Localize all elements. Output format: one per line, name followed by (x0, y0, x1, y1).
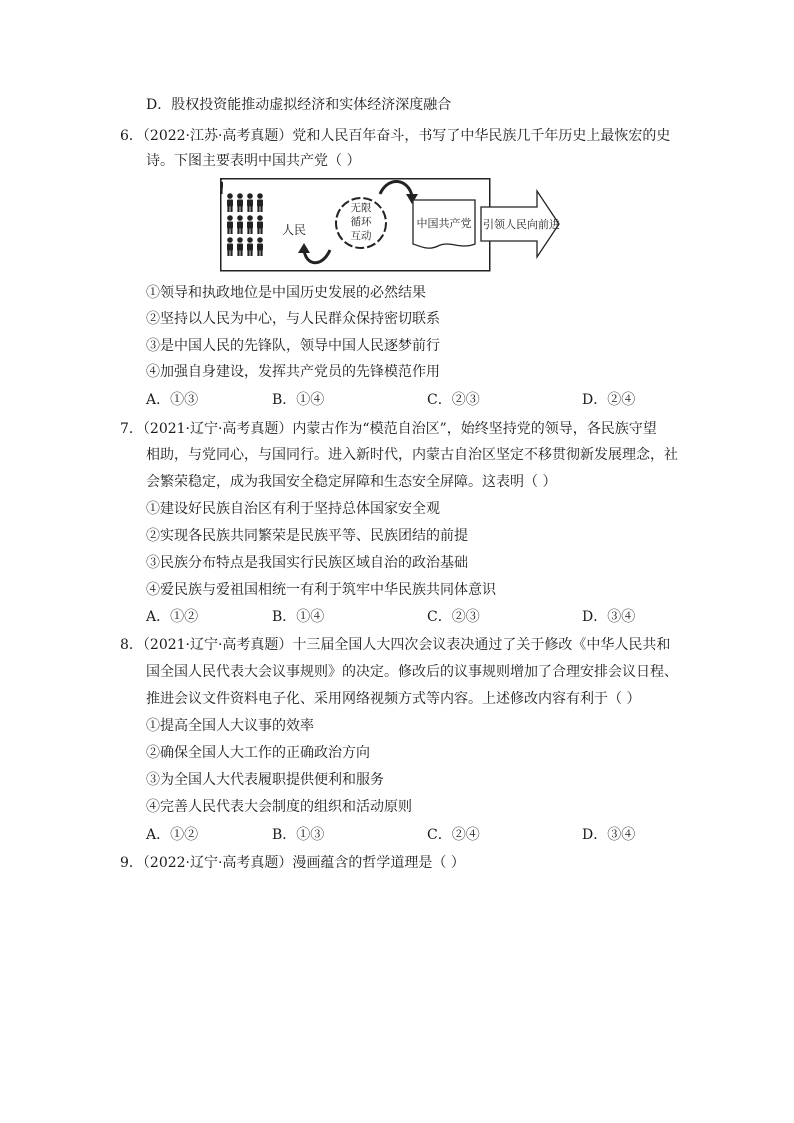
q6-choice-d[interactable]: D．②④ (582, 392, 636, 408)
q6-statement-2: ②坚持以人民为中心，与人民群众保持密切联系 (146, 311, 440, 327)
q6-stem-line2: 诗。下图主要表明中国共产党（ ） (146, 153, 361, 169)
q8-choice-c[interactable]: C．②④ (427, 827, 480, 843)
q8-statement-3: ③为全国人大代表履职提供便利和服务 (146, 772, 384, 788)
q6-choice-b[interactable]: B．①④ (272, 392, 325, 408)
q7-statement-4: ④爱民族与爱祖国相统一有利于筑牢中华民族共同体意识 (146, 582, 496, 598)
q6-statement-1: ①领导和执政地位是中国历史发展的必然结果 (146, 285, 426, 301)
cycle-label-1: 无限 (350, 202, 372, 214)
cycle-label-2: 循环 (350, 216, 372, 228)
q6-stem-line1: 6．（2022·江苏·高考真题）党和人民百年奋斗，书写了中华民族几千年历史上最恢宏的史 (120, 128, 671, 144)
cycle-label-3: 互动 (350, 230, 372, 242)
q6-statement-3: ③是中国人民的先锋队，领导中国人民逐梦前行 (146, 338, 440, 354)
party-label: 中国共产党 (416, 217, 472, 230)
q8-choice-a[interactable]: A．①② (146, 827, 199, 843)
q7-choice-b[interactable]: B．①④ (272, 609, 325, 625)
q8-statement-2: ②确保全国人大工作的正确政治方向 (146, 745, 370, 761)
q8-stem-line2: 国全国人民代表大会议事规则》的决定。修改后的议事规则增加了合理安排会议日程、 (146, 664, 678, 680)
q7-stem-line2: 相助，与党同心，与国同行。进入新时代，内蒙古自治区坚定不移贯彻新发展理念，社 (146, 447, 678, 463)
q7-choice-a[interactable]: A．①② (146, 609, 199, 625)
q7-statement-2: ②实现各民族共同繁荣是民族平等、民族团结的前提 (146, 528, 468, 544)
q7-choice-d[interactable]: D．③④ (582, 609, 636, 625)
prev-option-d: D．股权投资能推动虚拟经济和实体经济深度融合 (146, 97, 452, 113)
q7-statement-3: ③民族分布特点是我国实行民族区域自治的政治基础 (146, 555, 468, 571)
q8-choice-d[interactable]: D．③④ (582, 827, 636, 843)
q8-choice-b[interactable]: B．①③ (272, 827, 325, 843)
q7-statement-1: ①建设好民族自治区有利于坚持总体国家安全观 (146, 501, 440, 517)
q8-stem-line3: 推进会议文件资料电子化、采用网络视频方式等内容。上述修改内容有利于（ ） (146, 691, 641, 707)
q6-statement-4: ④加强自身建设，发挥共产党员的先锋模范作用 (146, 364, 440, 380)
q8-stem-line1: 8．（2021·辽宁·高考真题）十三届全国人大四次会议表决通过了关于修改《中华人民共和 (120, 637, 671, 653)
q9-stem-line1: 9．（2022·辽宁·高考真题）漫画蕴含的哲学道理是（ ） (120, 855, 465, 871)
q7-choice-c[interactable]: C．②③ (427, 609, 480, 625)
q8-statement-1: ①提高全国人大议事的效率 (146, 718, 314, 734)
q8-statement-4: ④完善人民代表大会制度的组织和活动原则 (146, 799, 412, 815)
people-label: 人民 (282, 223, 307, 237)
q6-choice-a[interactable]: A．①③ (146, 392, 199, 408)
q7-stem-line3: 会繁荣稳定，成为我国安全稳定屏障和生态安全屏障。这表明（ ） (146, 474, 557, 490)
q6-choice-c[interactable]: C．②③ (427, 392, 480, 408)
q6-diagram (220, 178, 560, 272)
q7-stem-line1: 7．（2021·辽宁·高考真题）内蒙古作为“模范自治区”，始终坚持党的领导，各民族守望 (120, 421, 657, 437)
arrow-label: 引领人民向前进 (483, 218, 560, 231)
